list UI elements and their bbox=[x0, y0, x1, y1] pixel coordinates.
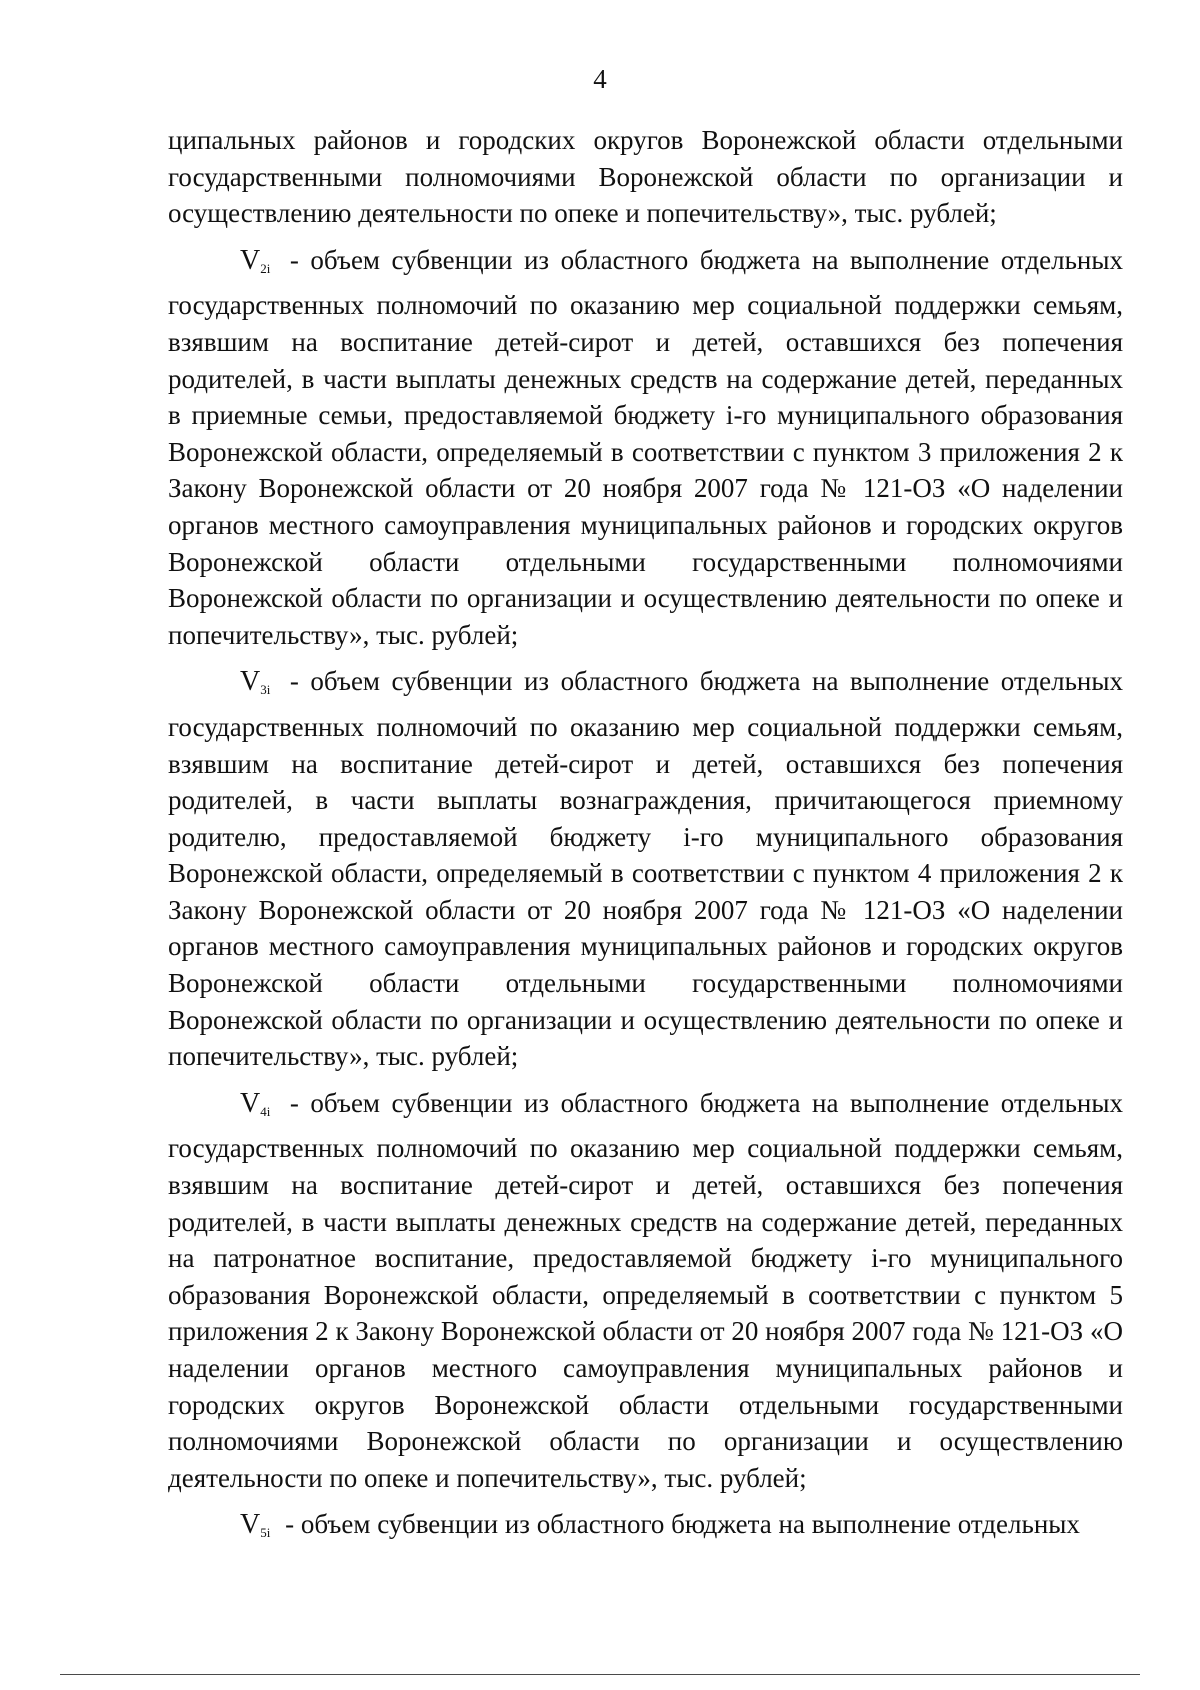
variable-subscript-number: 3 bbox=[260, 682, 267, 698]
paragraph-v5 bbox=[168, 1506, 1123, 1552]
page-number: 4 bbox=[593, 64, 607, 94]
variable-subscript-number: 5 bbox=[260, 1525, 267, 1541]
document-body bbox=[168, 122, 1123, 1552]
variable-subscript-number: 2 bbox=[260, 260, 267, 276]
paragraph-continuation bbox=[168, 122, 1123, 232]
variable-symbol: V bbox=[240, 1087, 261, 1119]
variable-subscript bbox=[260, 1525, 270, 1540]
paragraph-text: - объем субвенции из областного бюджета на выполнение отдельных государственных полномочий по оказанию мер социальной поддержки семьям, взявшим на воспитание детей-сирот и детей, оставшихся без попечения родителей, в части выплаты денежных средств на содержание детей, переданных на патронатное воспитание, предоставляемой бюджету i-го муниципального образования Воронежской области, определяемый в соответствии с пунктом 5 приложения 2 к Закону Воронежской области от 20 ноября 2007 года № 121-ОЗ «О наделении органов местного самоуправления муниципальных районов и городских округов Воронежской области отдельными государственными полномочиями Воронежской области по организации и осуществлению деятельности по опеке и попечительству», тыс. рублей; bbox=[168, 1087, 1123, 1493]
paragraph-v4 bbox=[168, 1085, 1123, 1497]
variable-subscript-index: i bbox=[266, 682, 271, 698]
paragraph-text: ципальных районов и городских округов Воронежской области отдельными государственными полномочиями Воронежской области по организации и осуществлению деятельности по опеке и попечительству», тыс. рублей; bbox=[168, 125, 1123, 229]
variable-subscript bbox=[260, 261, 270, 276]
variable-symbol: V bbox=[240, 1509, 261, 1541]
variable-subscript bbox=[260, 682, 270, 697]
variable-subscript-number: 4 bbox=[260, 1103, 267, 1119]
paragraph-text: - объем субвенции из областного бюджета на выполнение отдельных государственных полномочий по оказанию мер социальной поддержки семьям, взявшим на воспитание детей-сирот и детей, оставшихся без попечения родителей, в части выплаты вознаграждения, причитающегося приемному родителю, предоставляемой бюджету i-го муниципального образования Воронежской области, определяемый в соответствии с пунктом 4 приложения 2 к Закону Воронежской области от 20 ноября 2007 года № 121-ОЗ «О наделении органов местного самоуправления муниципальных районов и городских округов Воронежской области отдельными государственными полномочиями Воронежской области по организации и осуществлению деятельности по опеке и попечительству», тыс. рублей; bbox=[168, 666, 1123, 1072]
variable-subscript-index: i bbox=[266, 1525, 271, 1541]
paragraph-text: - объем субвенции из областного бюджета на выполнение отдельных bbox=[278, 1509, 1080, 1540]
variable-symbol: V bbox=[240, 666, 261, 698]
variable-subscript bbox=[260, 1104, 270, 1119]
variable-subscript-index: i bbox=[266, 1103, 271, 1119]
paragraph-text: - объем субвенции из областного бюджета на выполнение отдельных государственных полномочий по оказанию мер социальной поддержки семьям, взявшим на воспитание детей-сирот и детей, оставшихся без попечения родителей, в части выплаты денежных средств на содержание детей, переданных в приемные семьи, предоставляемой бюджету i-го муниципального образования Воронежской области, определяемый в соответствии с пунктом 3 приложения 2 к Закону Воронежской области от 20 ноября 2007 года № 121-ОЗ «О наделении органов местного самоуправления муниципальных районов и городских округов Воронежской области отдельными государственными полномочиями Воронежской области по организации и осуществлению деятельности по опеке и попечительству», тыс. рублей; bbox=[168, 244, 1123, 650]
paragraph-v2 bbox=[168, 242, 1123, 654]
variable-symbol: V bbox=[240, 244, 261, 276]
variable-subscript-index: i bbox=[266, 260, 271, 276]
page-bottom-edge-line bbox=[60, 1674, 1140, 1675]
paragraph-v3 bbox=[168, 663, 1123, 1075]
